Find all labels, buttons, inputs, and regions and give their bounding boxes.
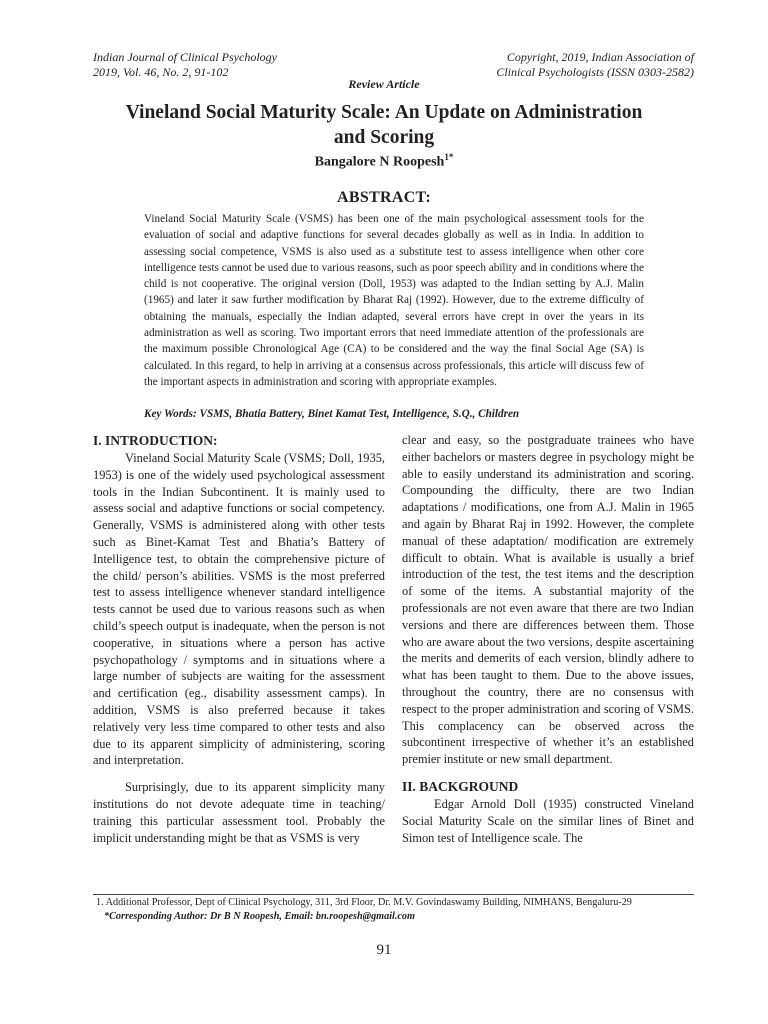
author-line (0, 152, 768, 171)
footnote-divider (93, 894, 694, 895)
intro-paragraph-2 (93, 779, 385, 846)
section-heading-background: II. BACKGROUND (402, 778, 519, 794)
intro-paragraph-1: Vineland Social Maturity Scale (VSMS; Doll, 1935, 1953) is one of the widely used psychological assessment tools in the Indian Subcontinent. It is mainly used to assess social and adaptive functions or social competency. Generally, VSMS is administered along with other tests such as Binet-Kamat Test and Bhatia’s Battery of Intelligence test, to obtain the comprehensive picture of the child/ person’s abilities. VSMS is the most preferred test to assess intelligence whenever standard intelligence tests cannot be used due to various reasons such as when child’s speech output is inadequate, when the person is not cooperative, in situations where a person has active psychopathology / symptoms and in situations where a large number of subjects are waiting for the assessment and certification (eg., disability assessment camps). In addition, VSMS is also preferred because it takes relatively very less time compared to other tests and also due to its apparent simplicity of administering, scoring and interpretation. (93, 451, 385, 768)
author-affiliation-mark: 1* (444, 152, 454, 162)
copyright-header (496, 50, 694, 80)
footnote-corresponding-author: *Corresponding Author: Dr B N Roopesh, Email: bn.roopesh@gmail.com (104, 910, 415, 922)
right-column (402, 432, 694, 846)
copyright-line-2: Clinical Psychologists (ISSN 0303-2582) (496, 65, 694, 79)
intro-paragraph-2-text: Surprisingly, due to its apparent simplicity many institutions do not devote adequate time in teaching/ training this particular assessment tool. Probably the implicit understanding might be that as VSMS is very (93, 780, 385, 845)
article-type: Review Article (348, 77, 420, 91)
abstract-heading: ABSTRACT: (337, 189, 431, 206)
journal-volume: 2019, Vol. 46, No. 2, 91-102 (93, 65, 229, 79)
journal-name: Indian Journal of Clinical Psychology (93, 50, 277, 64)
paper-title: Vineland Social Maturity Scale: An Update on Administration and Scoring (125, 102, 643, 148)
footnote-affiliation: 1. Additional Professor, Dept of Clinical Psychology, 311, 3rd Floor, Dr. M.V. Govindaswamy Building, NIMHANS, Bengaluru-29 (96, 897, 632, 908)
keywords: Key Words: VSMS, Bhatia Battery, Binet Kamat Test, Intelligence, S.Q., Children (144, 408, 520, 420)
background-paragraph-1: Edgar Arnold Doll (1935) constructed Vineland Social Maturity Scale on the similar lines of Binet and Simon test of Intelligence scale. The (402, 796, 694, 845)
copyright-line-1: Copyright, 2019, Indian Association of (506, 50, 694, 64)
journal-header (93, 50, 277, 80)
page-number: 91 (376, 942, 392, 958)
footnote (96, 896, 696, 923)
author-name: Bangalore N Roopesh (314, 154, 445, 170)
abstract-text: Vineland Social Maturity Scale (VSMS) has been one of the main psychological assessment tools for the evaluation of social and adaptive functions for several decades globally as well as in India. In addition to assessing social competence, VSMS is also used as a substitute test to assess intelligence when other core intelligence tests cannot be used due to various reasons, such as poor speech ability and in conditions where the child is not cooperative. The original version (Doll, 1953) was adapted to the Indian setting by A.J. Malin (1965) and later it saw further modification by Bharat Raj (1992). However, due to the extreme difficulty of obtaining the manuals, especially the Indian adapted, several errors have crept in over the years in its administration as well as scoring. Two important errors that need immediate attention of the professionals are the maximum possible Chronological Age (CA) to be considered and the way the final Social Age (SA) is calculated. In this regard, to help in arriving at a consensus across professionals, this article will discuss few of the important aspects in administration and scoring with appropriate examples. (144, 213, 644, 388)
section-heading-introduction: I. INTRODUCTION: (93, 433, 218, 448)
left-column (93, 432, 385, 846)
intro-paragraph-2-continued: clear and easy, so the postgraduate trainees who have either bachelors or masters degree in psychology might be able to easily understand its administration and scoring. Compounding the difficulty, there are two Indian adaptations / modifications, one from A.J. Malin in 1965 and again by Bharat Raj in 1992. However, the complete manual of these adaptation/ modification are extremely difficult to obtain. What is available is usually a brief introduction of the test, the test items and the description of some of the items. A substantial majority of the professionals are not even aware that there are two Indian versions and there are differences between them. Those who are aware about the two versions, despite ascertaining the merits and demerits of each version, blindly adhere to what has been taught to them. Due to the above issues, throughout the country, there are no consensus with respect to the proper administration and scoring of VSMS. This complacency can be observed across the subcontinent irrespective of whether it’s an established premier institute or new small department. (402, 433, 694, 767)
